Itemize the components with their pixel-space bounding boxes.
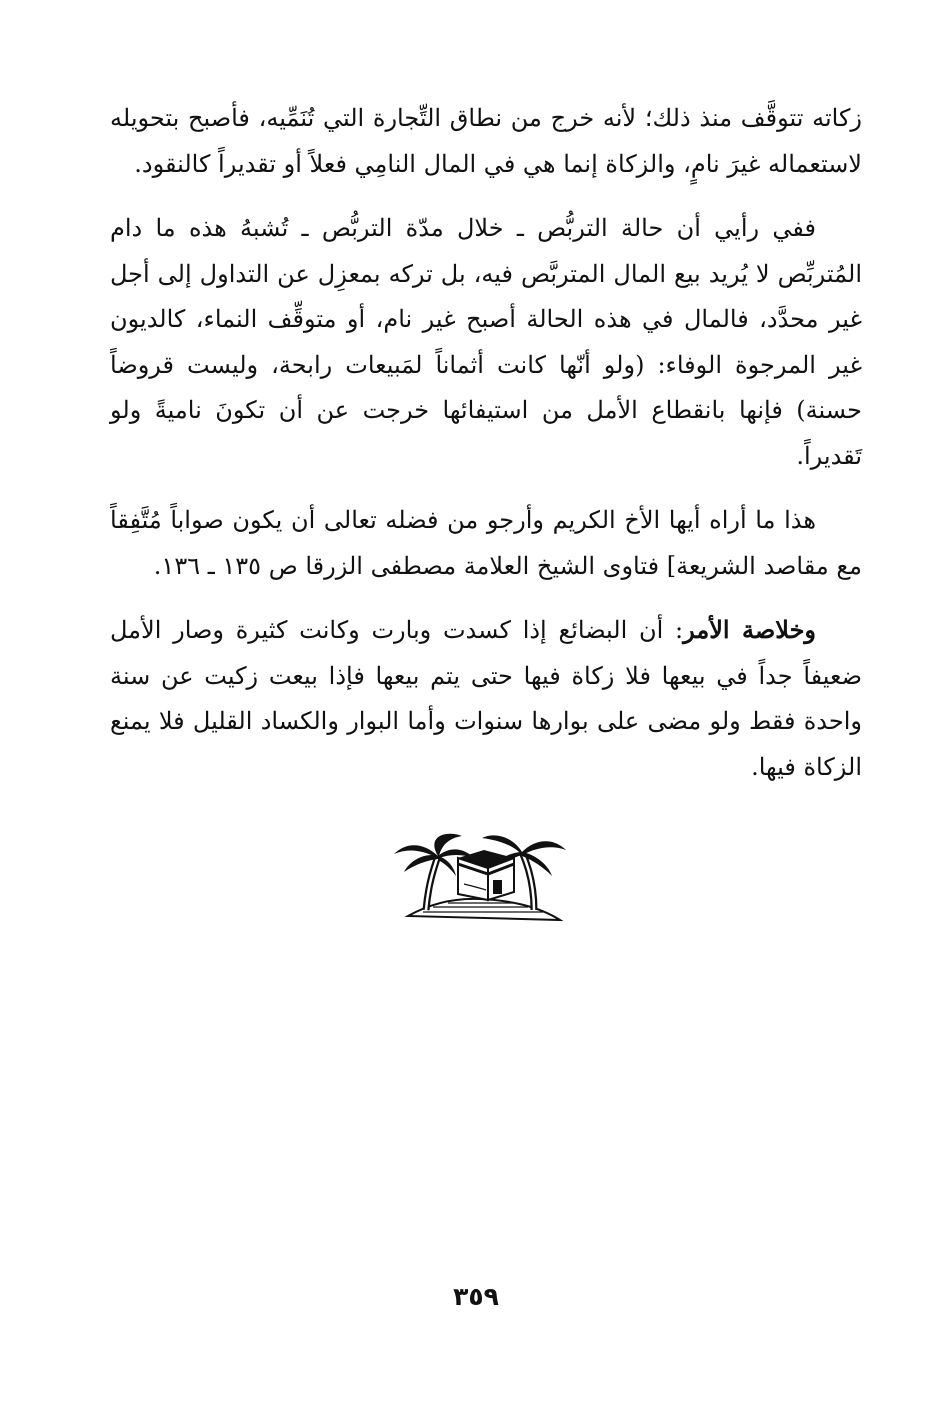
paragraph-3-text: هذا ما أراه أيها الأخ الكريم وأرجو من فضله تعالى أن يكون صواباً مُتَّفِقاً مع مقاصد الشريعة] فتاوى الشيخ العلامة مصطفى الزرقا ص ١٣٥ ـ ١٣٦. [110,506,862,580]
paragraph-4-text: : أن البضائع إذا كسدت وبارت وكانت كثيرة وصار الأمل ضعيفاً جداً في بيعها فلا زكاة فيها حتى يتم بيعها فإذا بيعت زكيت عن سنة واحدة فقط ولو مضى على بوارها سنوات وأما البوار والكساد القليل فلا يمنع الزكاة فيها. [110,616,862,781]
kaaba-shape [458,850,514,900]
paragraph-3 [110,497,862,589]
page-body [110,95,862,808]
paragraph-4 [110,607,862,790]
summary-lead: وخلاصة الأمر [683,615,816,644]
paragraph-2 [110,205,862,479]
paragraph-1 [110,95,862,187]
paragraph-2-text: ففي رأيي أن حالة التربُّص ـ خلال مدّة التربُّص ـ تُشبهُ هذه ما دام المُتربِّص لا يُريد بيع المال المتربَّص فيه، بل تركه بمعزِل عن التداول إلى أجل غير محدَّد، فالمال في هذه الحالة أصبح غير نام، أو متوقِّف النماء، كالديون غير المرجوة الوفاء: (ولو أنّها كانت أثماناً لمَبيعات رابحة، وليست قروضاً حسنة) فإنها بانقطاع الأمل من استيفائها خرجت عن أن تكونَ ناميةً ولو تَقديراً. [110,214,862,470]
paragraph-1-text: زكاته تتوقَّف منذ ذلك؛ لأنه خرج من نطاق التِّجارة التي تُنَمِّيه، فأصبح بتحويله لاستعماله غيرَ نامٍ، والزكاة إنما هي في المال النامِي فعلاً أو تقديراً كالنقود. [110,104,862,178]
kaaba-palms-ornament-icon [388,828,568,923]
page-number: ٣٥٩ [453,1282,499,1311]
